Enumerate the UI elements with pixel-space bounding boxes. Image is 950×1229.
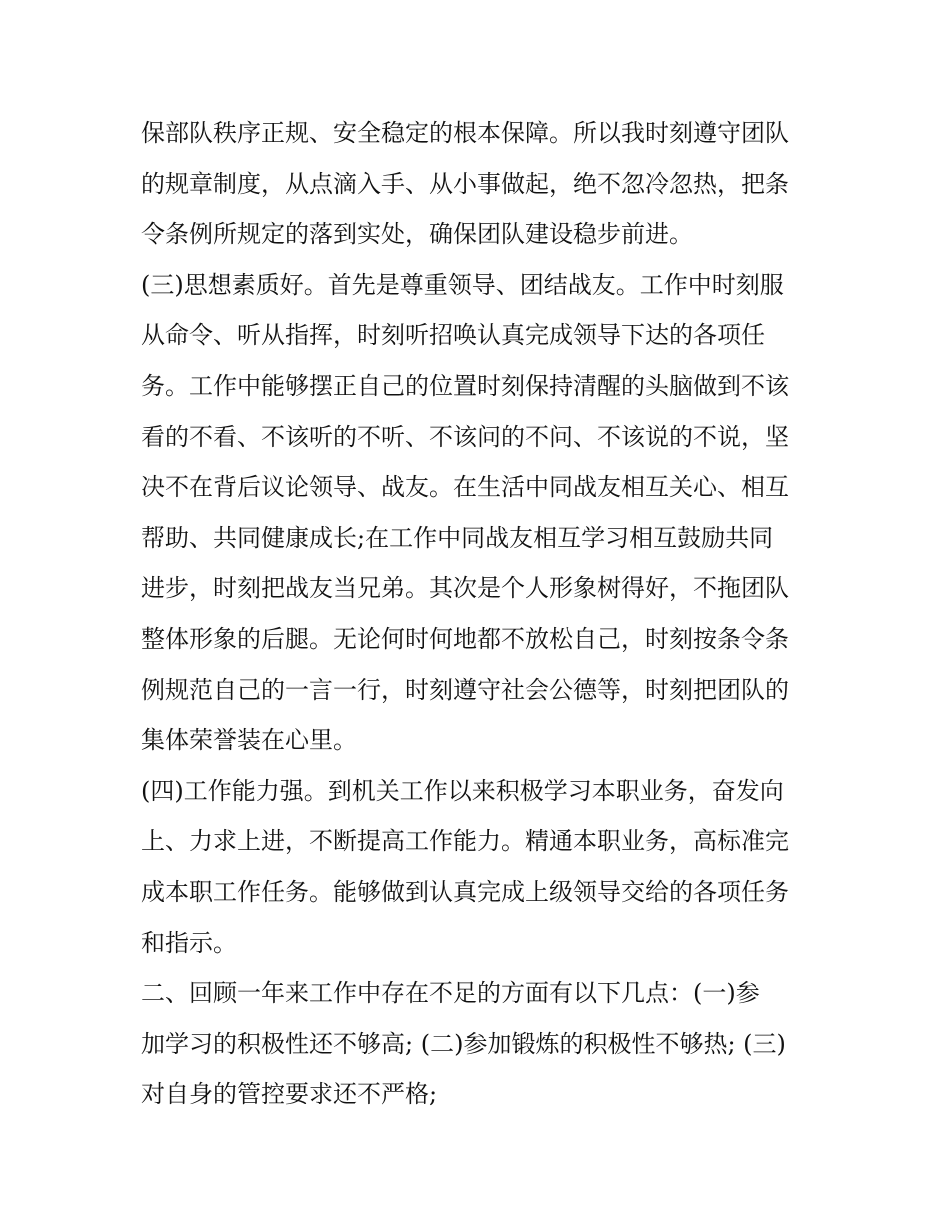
text-line: 集体荣誉装在心里。 <box>141 726 357 755</box>
text-line: 保部队秩序正规、安全稳定的根本保障。所以我时刻遵守团队 <box>141 119 789 147</box>
text-line: 从命令、听从指挥，时刻听招唤认真完成领导下达的各项任 <box>141 321 765 350</box>
text-line: 上、力求上进，不断提高工作能力。精通本职业务，高标准完 <box>141 827 789 856</box>
text-line: 二、回顾一年来工作中存在不足的方面有以下几点：(一)参 <box>141 979 760 1008</box>
text-line: 务。工作中能够摆正自己的位置时刻保持清醒的头脑做到不该 <box>141 371 789 400</box>
text-line: 的规章制度，从点滴入手、从小事做起，绝不忽冷忽热，把条 <box>141 169 789 198</box>
text-line: 加学习的积极性还不够高; (二)参加锻炼的积极性不够热; (三) <box>141 1029 786 1058</box>
text-line: 进步，时刻把战友当兄弟。其次是个人形象树得好，不拖团队 <box>141 574 789 603</box>
body-text <box>141 108 831 1120</box>
text-line: 决不在背后议论领导、战友。在生活中同战友相互关心、相互 <box>141 473 789 502</box>
text-line: (四)工作能力强。到机关工作以来积极学习本职业务，奋发向 <box>141 776 784 805</box>
text-line: 帮助、共同健康成长;在工作中同战友相互学习相互鼓励共同 <box>141 523 774 552</box>
text-line: 令条例所规定的落到实处，确保团队建设稳步前进。 <box>141 220 693 249</box>
text-line: 和指示。 <box>141 928 237 957</box>
text-line: 整体形象的后腿。无论何时何地都不放松自己，时刻按条令条 <box>141 624 789 653</box>
text-line: (三)思想素质好。首先是尊重领导、团结战友。工作中时刻服 <box>141 270 784 299</box>
text-line: 对自身的管控要求还不严格; <box>141 1080 438 1109</box>
text-line: 看的不看、不该听的不听、不该问的不问、不该说的不说，坚 <box>141 422 789 451</box>
text-line: 例规范自己的一言一行，时刻遵守社会公德等，时刻把团队的 <box>141 675 789 704</box>
text-line: 成本职工作任务。能够做到认真完成上级领导交给的各项任务 <box>141 877 789 906</box>
